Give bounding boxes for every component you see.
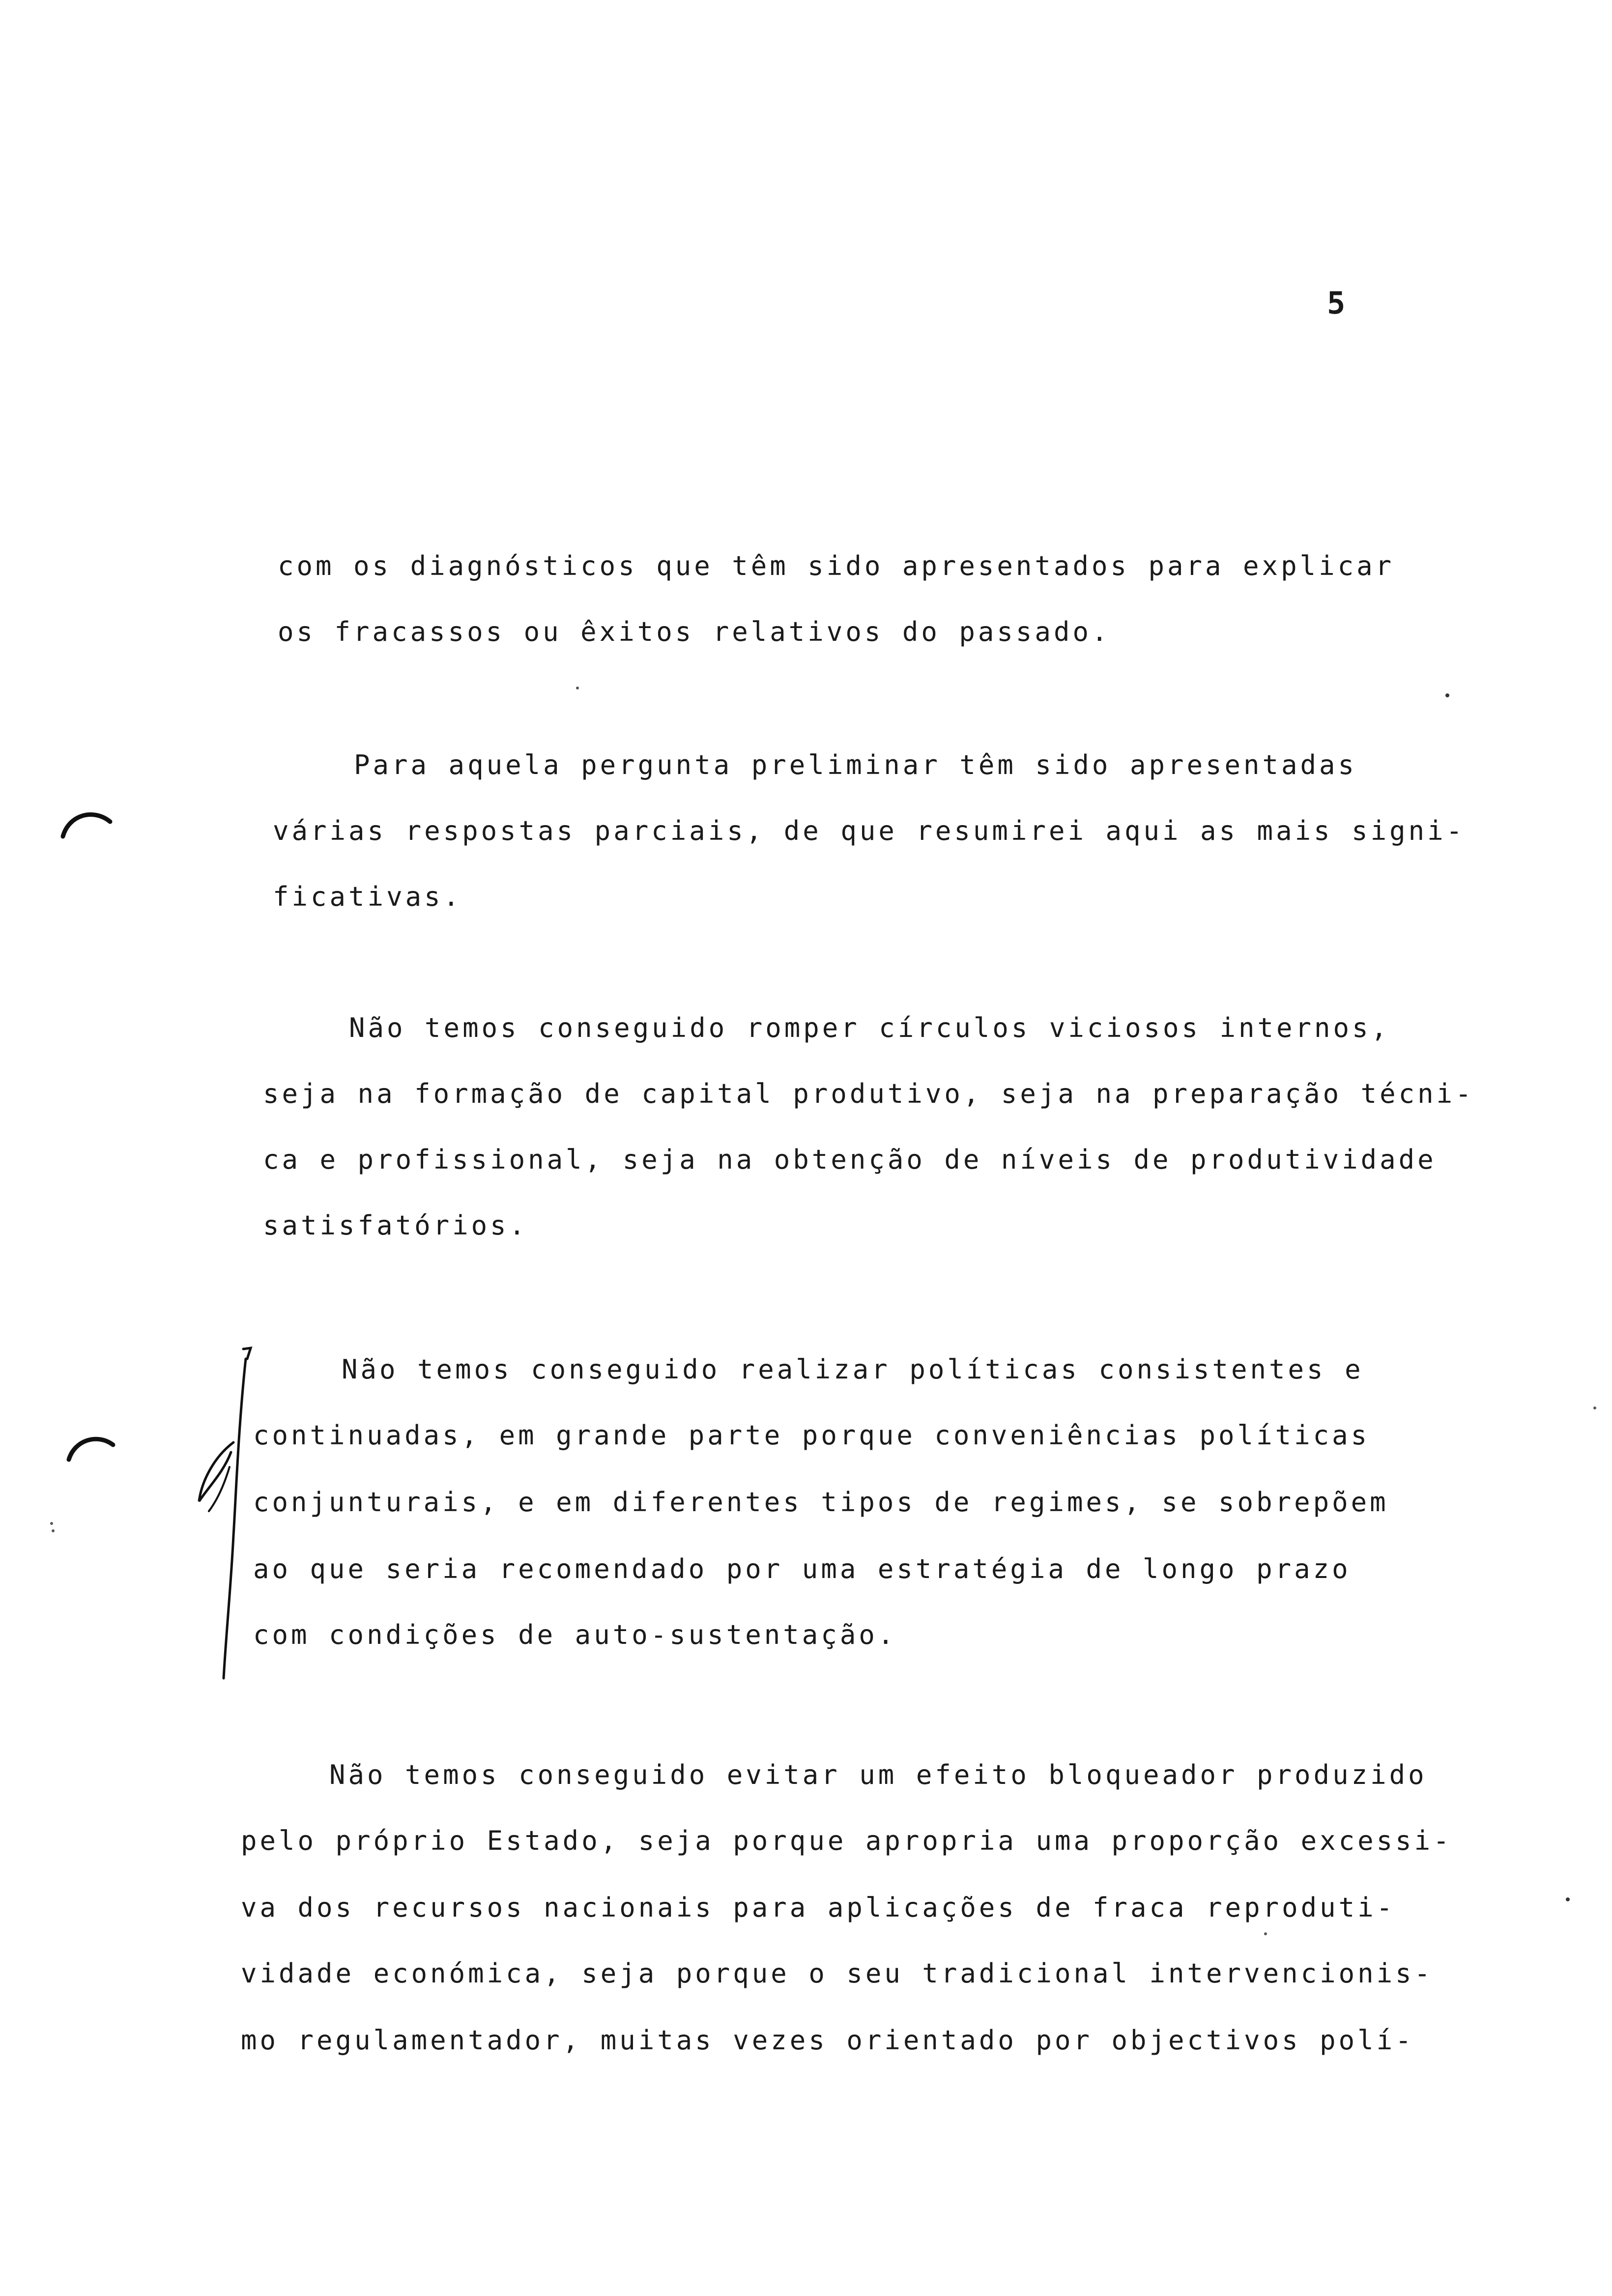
text-line: Não temos conseguido romper círculos viciosos internos, <box>349 1012 1390 1043</box>
text-line: Não temos conseguido evitar um efeito bloqueador produzido <box>329 1759 1427 1790</box>
text-line: com os diagnósticos que têm sido apresentados para explicar <box>278 550 1395 581</box>
text-line: várias respostas parciais, de que resumirei aqui as mais signi- <box>273 815 1466 846</box>
text-line: mo regulamentador, muitas vezes orientado por objectivos polí- <box>241 2025 1414 2056</box>
page-number: 5 <box>1327 285 1346 321</box>
text-line: satisfatórios. <box>263 1210 528 1241</box>
text-line: va dos recursos nacionais para aplicações de fraca reproduti- <box>241 1892 1396 1923</box>
text-line: vidade económica, seja porque o seu tradicional intervencionis- <box>241 1958 1434 1989</box>
text-line: ca e profissional, seja na obtenção de níveis de produtividade <box>263 1144 1437 1175</box>
text-line: continuadas, em grande parte porque conveniências políticas <box>253 1420 1370 1451</box>
text-line: ao que seria recomendado por uma estratégia de longo prazo <box>253 1553 1351 1584</box>
text-line: seja na formação de capital produtivo, seja na preparação técni- <box>263 1078 1474 1109</box>
text-line: os fracassos ou êxitos relativos do passado. <box>278 616 1111 647</box>
text-line: ficativas. <box>273 881 462 912</box>
text-line: Para aquela pergunta preliminar têm sido apresentadas <box>354 749 1357 780</box>
text-line: pelo próprio Estado, seja porque apropria uma proporção excessi- <box>241 1825 1452 1856</box>
text-line: conjunturais, e em diferentes tipos de regimes, se sobrepõem <box>253 1487 1389 1518</box>
text-line: com condições de auto-sustentação. <box>253 1619 897 1650</box>
text-line: Não temos conseguido realizar políticas consistentes e <box>342 1354 1364 1385</box>
